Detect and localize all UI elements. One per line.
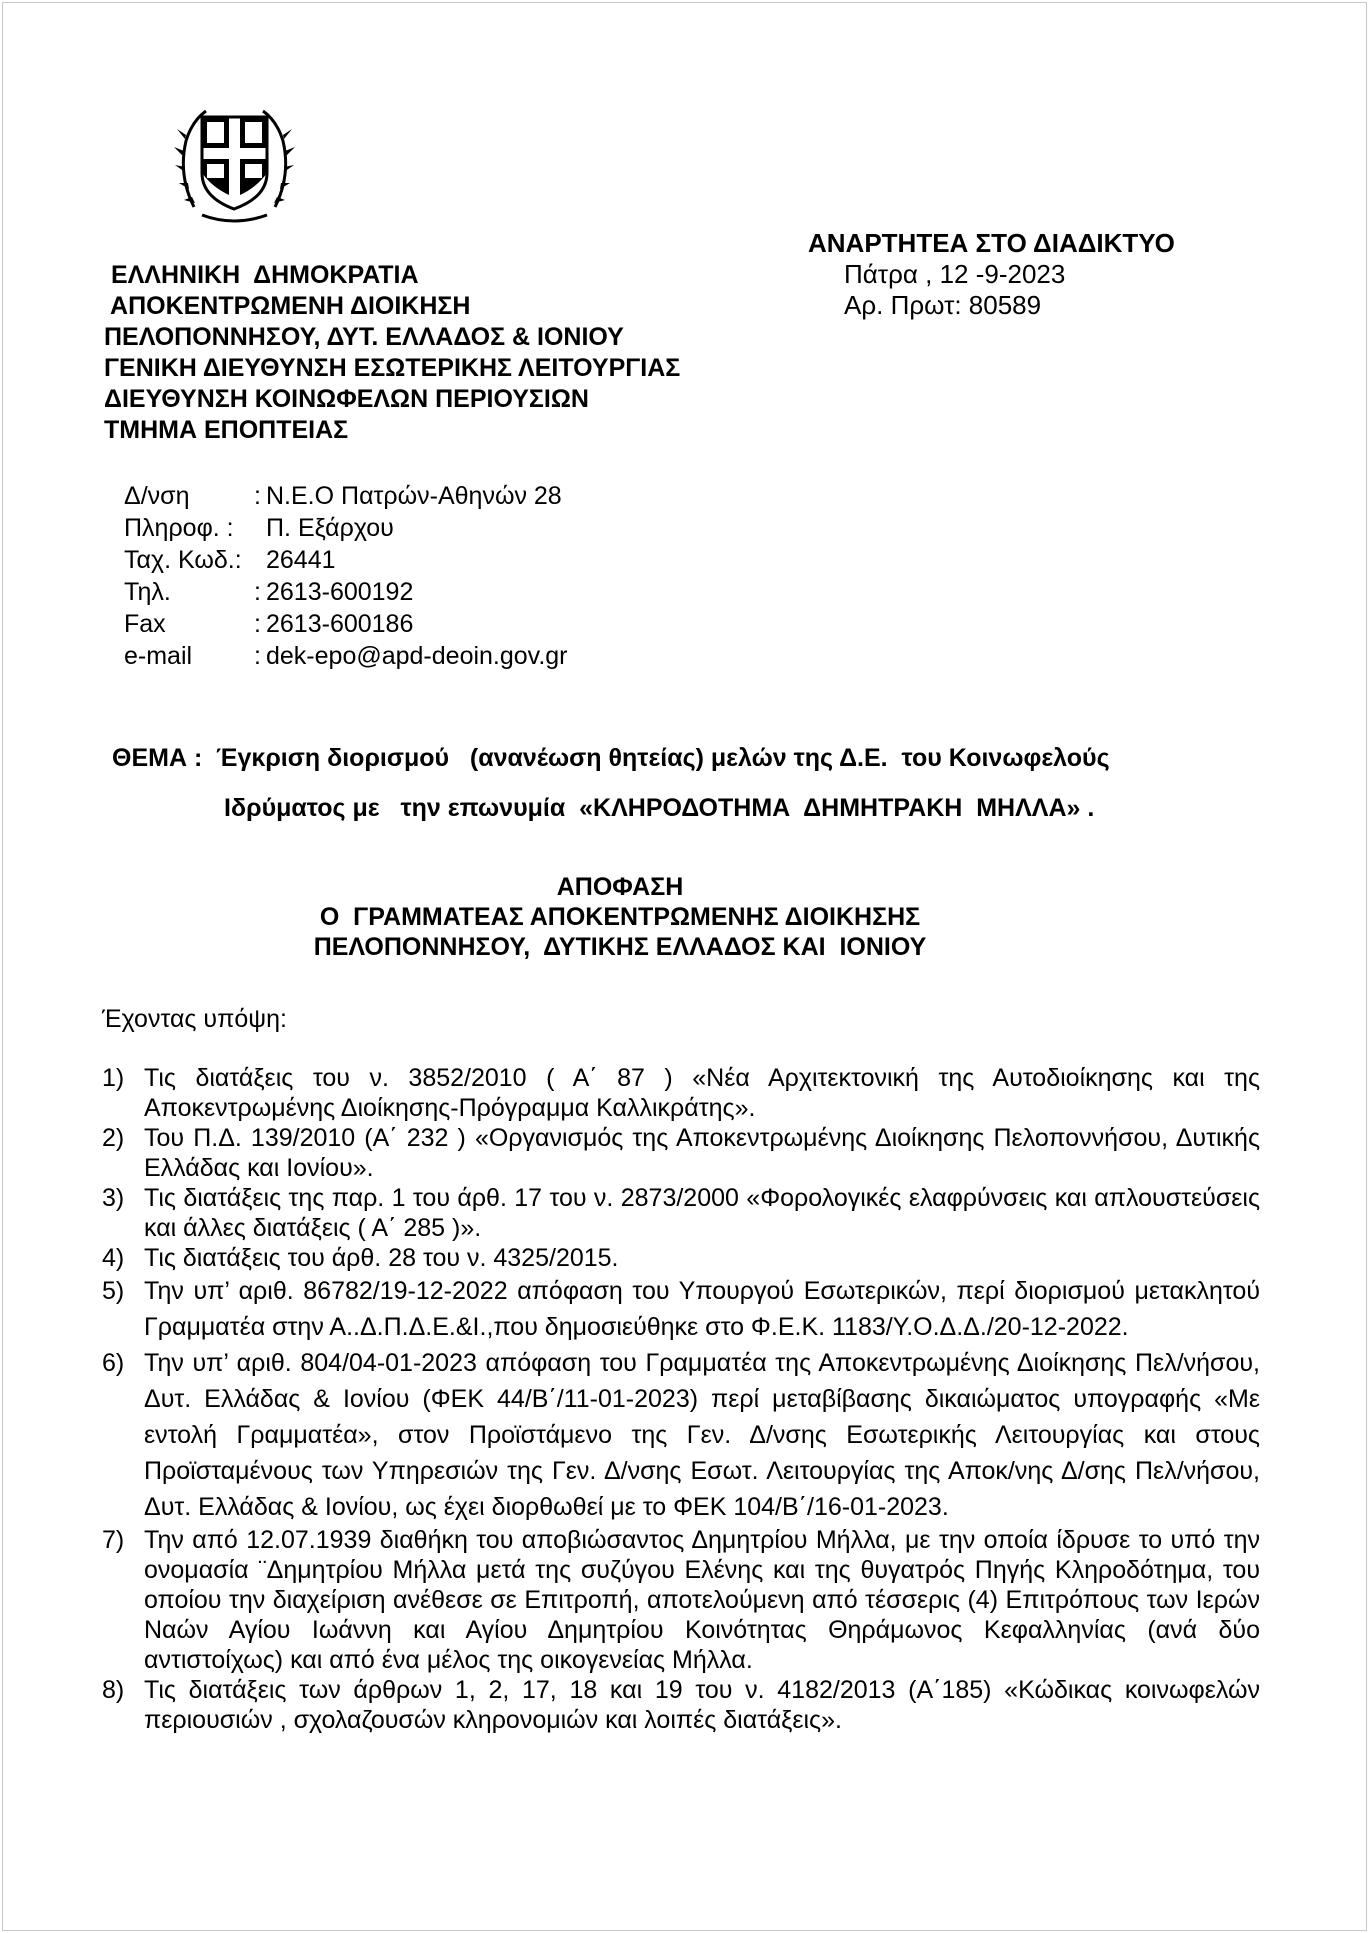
- item-text: Του Π.Δ. 139/2010 (Α΄ 232 ) «Οργανισμός της Αποκεντρωμένης Διοίκησης Πελοποννήσου, Δυτικής Ελλάδας και Ιονίου».: [144, 1124, 1260, 1182]
- list-item: [102, 1063, 1260, 1123]
- item-number: 7): [102, 1526, 125, 1554]
- contact-email[interactable]: dek-epo@apd-deoin.gov.gr: [266, 642, 568, 670]
- contact-label: Fax: [124, 610, 166, 638]
- org-line: ΕΛΛΗΝΙΚΗ ΔΗΜΟΚΡΑΤΙΑ: [104, 261, 419, 289]
- org-line: ΤΜΗΜΑ ΕΠΟΠΤΕΙΑΣ: [104, 416, 349, 444]
- list-item: [102, 1345, 1260, 1525]
- item-number: 2): [102, 1124, 125, 1152]
- contact-label: Ταχ. Κωδ.:: [124, 546, 242, 574]
- item-number: 8): [102, 1676, 125, 1704]
- contact-value: 2613-600192: [266, 578, 414, 606]
- decision-heading: [280, 872, 960, 962]
- item-text: Την υπ’ αριθ. 86782/19-12-2022 απόφαση του Υπουργού Εσωτερικών, περί διορισμού μετακλητού Γραμματέα στην Α..Δ.Π.Δ.Ε.&Ι.,που δημοσιεύθηκε στο Φ.Ε.Κ. 1183/Υ.Ο.Δ.Δ./20-12-2022.: [144, 1277, 1260, 1341]
- item-number: 3): [102, 1184, 125, 1212]
- contact-value: 2613-600186: [266, 610, 414, 638]
- list-item: [102, 1525, 1260, 1675]
- contact-value: 26441: [266, 546, 336, 574]
- publish-notice: ΑΝΑΡΤΗΤΕΑ ΣΤΟ ΔΙΑΔΙΚΤΥΟ: [808, 228, 1175, 258]
- item-number: 5): [102, 1277, 125, 1305]
- contact-separator: [254, 512, 266, 544]
- item-number: 4): [102, 1244, 125, 1272]
- contact-label: Τηλ.: [124, 578, 171, 606]
- contact-separator: :: [254, 610, 261, 638]
- contact-label: Πληροφ. :: [124, 514, 234, 542]
- contact-separator: [254, 544, 266, 576]
- issuing-authority: [104, 260, 680, 446]
- greek-coat-of-arms-icon: [172, 95, 297, 225]
- item-text: Τις διατάξεις των άρθρων 1, 2, 17, 18 και 19 του ν. 4182/2013 (Α΄185) «Κώδικας κοινωφελών περιουσιών , σχολαζουσών κληρονομιών και λοιπές διατάξεις».: [144, 1676, 1260, 1734]
- list-item: [102, 1243, 1260, 1273]
- contact-value: Π. Εξάρχου: [266, 514, 394, 542]
- list-item: [102, 1183, 1260, 1243]
- contact-row: [124, 640, 568, 672]
- item-number: 6): [102, 1349, 125, 1377]
- considerations-intro: Έχοντας υπόψη:: [102, 1005, 287, 1033]
- contact-separator: :: [254, 578, 261, 606]
- item-text: Τις διατάξεις του άρθ. 28 του ν. 4325/2015.: [144, 1244, 619, 1272]
- org-line: ΔΙΕΥΘΥΝΣΗ ΚΟΙΝΩΦΕΛΩΝ ΠΕΡΙΟΥΣΙΩΝ: [104, 385, 589, 413]
- subject-line-1: ΘΕΜΑ : Έγκριση διορισμού (ανανέωση θητείας) μελών της Δ.Ε. του Κοινωφελούς: [112, 744, 1110, 772]
- protocol-number: Αρ. Πρωτ: 80589: [844, 290, 1042, 320]
- list-item: [102, 1123, 1260, 1183]
- contact-row: [124, 512, 568, 544]
- subject-line-2: Ιδρύματος με την επωνυμία «ΚΛΗΡΟΔΟΤΗΜΑ ΔΗΜΗΤΡΑΚΗ ΜΗΛΛΑ» .: [224, 794, 1095, 822]
- item-text: Τις διατάξεις του ν. 3852/2010 ( Α΄ 87 ) «Νέα Αρχιτεκτονική της Αυτοδιοίκησης και της Αποκεντρωμένης Διοίκησης-Πρόγραμμα Καλλικράτης».: [144, 1064, 1260, 1122]
- contact-label: e-mail: [124, 642, 193, 670]
- decision-title: ΑΠΟΦΑΣΗ: [556, 873, 684, 901]
- org-line: ΠΕΛΟΠΟΝΝΗΣΟΥ, ΔΥΤ. ΕΛΛΑΔΟΣ & ΙΟΝΙΟΥ: [104, 323, 624, 351]
- contact-separator: :: [254, 482, 261, 510]
- considerations-list: [102, 1063, 1260, 1735]
- contact-details: [124, 480, 568, 672]
- item-text: Την από 12.07.1939 διαθήκη του αποβιώσαντος Δημητρίου Μήλλα, με την οποία ίδρυσε το υπό την ονομασία ¨Δημητρίου Μήλλα μετά της συζύγου Ελένης και της θυγατρός Πηγής Κληροδότημα, του οποίου την διαχείριση ανέθεσε σε Επιτροπή, αποτελούμενη από τέσσερις (4) Επιτρόπους των Ιερών Ναών Αγίου Ιωάννη και Αγίου Δημητρίου Κοινότητας Θηράμωνος Κεφαλληνίας (ανά δύο αντιστοίχως) και από ένα μέλος της οικογενείας Μήλλα.: [144, 1526, 1260, 1674]
- decision-authority-line-1: Ο ΓΡΑΜΜΑΤΕΑΣ ΑΠΟΚΕΝΤΡΩΜΕΝΗΣ ΔΙΟΙΚΗΣΗΣ: [319, 903, 921, 931]
- contact-separator: :: [254, 642, 261, 670]
- org-line: ΑΠΟΚΕΝΤΡΩΜΕΝΗ ΔΙΟΙΚΗΣΗ: [104, 292, 471, 320]
- contact-value: Ν.Ε.Ο Πατρών-Αθηνών 28: [266, 482, 562, 510]
- item-text: Την υπ’ αριθ. 804/04-01-2023 απόφαση του Γραμματέα της Αποκεντρωμένης Διοίκησης Πελ/νήσου, Δυτ. Ελλάδας & Ιονίου (ΦΕΚ 44/Β΄/11-01-2023) περί μεταβίβασης δικαιώματος υπογραφής «Με εντολή Γραμματέα», στον Προϊστάμενο της Γεν. Δ/νσης Εσωτερικής Λειτουργίας και στους Προϊσταμένους των Υπηρεσιών της Γεν. Δ/νσης Εσωτ. Λειτουργίας της Αποκ/νης Δ/σης Πελ/νήσου, Δυτ. Ελλάδας & Ιονίου, ως έχει διορθωθεί με το ΦΕΚ 104/Β΄/16-01-2023.: [144, 1349, 1260, 1521]
- item-text: Τις διατάξεις της παρ. 1 του άρθ. 17 του ν. 2873/2000 «Φορολογικές ελαφρύνσεις και απλουστεύσεις και άλλες διατάξεις ( Α΄ 285 )».: [144, 1184, 1260, 1242]
- list-item: [102, 1273, 1260, 1345]
- item-number: 1): [102, 1064, 125, 1092]
- contact-row: [124, 480, 568, 512]
- contact-row: [124, 576, 568, 608]
- decision-authority-line-2: ΠΕΛΟΠΟΝΝΗΣΟΥ, ΔΥΤΙΚΗΣ ΕΛΛΑΔΟΣ ΚΑΙ ΙΟΝΙΟΥ: [313, 933, 927, 961]
- publication-header: [808, 228, 1175, 321]
- contact-label: Δ/νση: [124, 482, 190, 510]
- contact-row: [124, 544, 568, 576]
- place-date: Πάτρα , 12 -9-2023: [844, 259, 1066, 289]
- subject-block: [112, 733, 1110, 833]
- list-item: [102, 1675, 1260, 1735]
- contact-row: [124, 608, 568, 640]
- org-line: ΓΕΝΙΚΗ ΔΙΕΥΘΥΝΣΗ ΕΣΩΤΕΡΙΚΗΣ ΛΕΙΤΟΥΡΓΙΑΣ: [104, 354, 681, 382]
